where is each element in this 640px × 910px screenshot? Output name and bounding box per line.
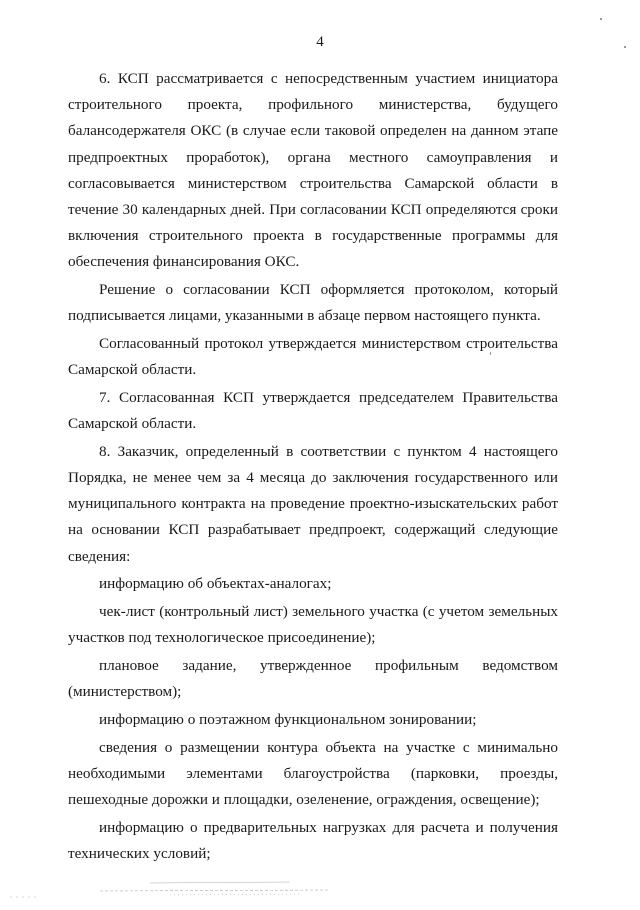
list-item: чек-лист (контрольный лист) земельного участка (с учетом земельных участков под технологическое присоединение); — [68, 603, 558, 647]
list-item: сведения о размещении контура объекта на участке с минимально необходимыми элементами благоустройства (парковки, проезды, пешеходные дорожки и площадки, озеленение, ограждения, освещение); — [68, 738, 558, 808]
list-item: плановое задание, утвержденное профильным ведомством (министерством); — [68, 656, 558, 701]
scan-speck — [490, 352, 491, 355]
scan-speck — [600, 18, 602, 20]
scan-speck — [624, 46, 626, 48]
scan-noise-icon — [0, 875, 640, 905]
list-item: информацию об объектах-аналогах; — [99, 575, 332, 593]
list-item: информацию о предварительных нагрузках для расчета и получения технических условий; — [68, 818, 558, 862]
paragraph-protocol-decision: Решение о согласовании КСП оформляется протоколом, который подписывается лицами, указанными в абзаце первом настоящего пункта. — [68, 281, 558, 325]
list-item: информацию о поэтажном функциональном зонировании; — [99, 710, 477, 728]
paragraph-protocol-approval: Согласованный протокол утверждается министерством строительства Самарской области. — [68, 335, 558, 379]
paragraph-item-7: 7. Согласованная КСП утверждается председателем Правительства Самарской области. — [68, 388, 558, 433]
paragraph-item-8: 8. Заказчик, определенный в соответствии с пунктом 4 настоящего Порядка, не менее чем за 4 месяца до заключения государственного или муниципального контракта на проведение проектно-изыскательских работ на основании КСП разрабатывает предпроект, содержащий следующие сведения: — [68, 442, 558, 565]
paragraph-item-6: 6. КСП рассматривается с непосредственным участием инициатора строительного проекта, профильного министерства, будущего балансодержателя ОКС (в случае если таковой определен на данном этапе предпроектных проработок), органа местного самоуправления и согласовывается министерством строительства Самарской области в течение 30 календарных дней. При согласовании КСП определяются сроки включения строительного проекта в государственные программы для обеспечения финансирования ОКС. — [68, 70, 558, 271]
scan-artifacts — [0, 875, 640, 905]
document-body — [68, 66, 558, 869]
page-number: 4 — [316, 34, 324, 50]
